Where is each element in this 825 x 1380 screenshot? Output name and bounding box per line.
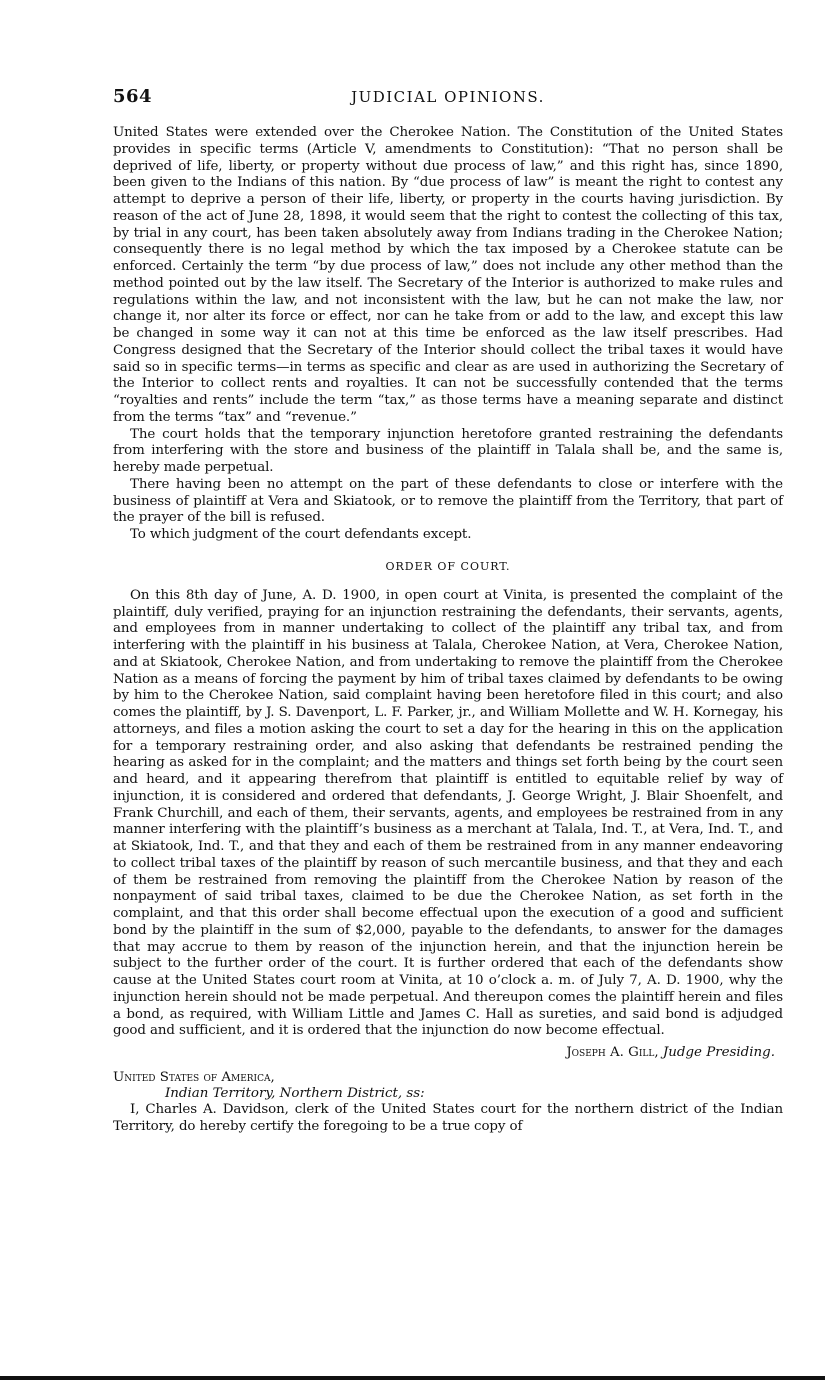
page-bottom-border bbox=[0, 1376, 825, 1380]
opinion-paragraph: There having been no attempt on the part of these defendants to close or interfere with the business of plaintiff at Vera and Skiatook, or to remove the plaintiff from the Territory, that part of the prayer of the bill is refused. bbox=[113, 476, 783, 526]
opinion-paragraph: The court holds that the temporary injunction heretofore granted restraining the defendants from interfering with the store and business of the plaintiff in Talala shall be, and the same is, hereby made perpetual. bbox=[113, 426, 783, 475]
venue-block bbox=[113, 1070, 783, 1102]
opinion-body bbox=[113, 125, 783, 544]
judge-signature bbox=[113, 1044, 783, 1061]
opinion-paragraph: United States were extended over the Cherokee Nation. The Constitution of the United States provides in specific terms (Article V, amendments to Constitution): “That no person shall be deprived of life, liberty, or property without due process of law,” and this right has, since 1890, been given to the Indians of this nation. By “due process of law” is meant the right to contest any attempt to deprive a person of their life, liberty, or property in the courts having jurisdiction. By reason of the act of June 28, 1898, it would seem that the right to contest the collecting of this tax, by trial in any court, has been taken absolutely away from Indians trading in the Cherokee Nation; consequently there is no legal method by which the tax imposed by a Cherokee statute can be enforced. Certainly the term “by due process of law,” does not include any other method than the method pointed out by the law itself. The Secretary of the Interior is authorized to make rules and regulations within the law, and not inconsistent with the law, but he can not make the law, nor change it, nor alter its force or effect, nor can he take from or add to the law, and except this law be changed in some way it can not at this time be enforced as the law itself prescribes. Had Congress designed that the Secretary of the Interior should collect the tribal taxes it would have said so in specific terms—in terms as specific and clear as are used in authorizing the Secretary of the Interior to collect rents and royalties. It can not be successfully contended that the terms “royalties and rents” include the term “tax,” as those terms have a meaning separate and distinct from the terms “tax” and “revenue.” bbox=[113, 125, 783, 425]
page-header bbox=[113, 86, 783, 116]
venue-line-1: United States of America, bbox=[113, 1070, 275, 1085]
order-paragraph: On this 8th day of June, A. D. 1900, in open court at Vinita, is presented the complaint of the plaintiff, duly verified, praying for an injunction restraining the defendants, their servants, agents, and employees from in manner undertaking to collect of the plaintiff any tribal tax, and from interfering with the plaintiff in his business at Talala, Cherokee Nation, at Vera, Cherokee Nation, and at Skiatook, Cherokee Nation, and from undertaking to remove the plaintiff from the Cherokee Nation as a means of forcing the payment by him of tribal taxes claimed by defendants to be owing by him to the Cherokee Nation, said complaint having been heretofore filed in this court; and also comes the plaintiff, by J. S. Davenport, L. F. Parker, jr., and William Mollette and W. H. Kornegay, his attorneys, and files a motion asking the court to set a day for the hearing in this on the application for a temporary restraining order, and also asking that defendants be restrained pending the hearing as asked for in the complaint; and the matters and things set forth being by the court seen and heard, and it appearing therefrom that plaintiff is entitled to equitable relief by way of injunction, it is considered and ordered that defendants, J. George Wright, J. Blair Shoenfelt, and Frank Churchill, and each of them, their servants, agents, and employees be restrained from in any manner interfering with the plaintiff’s business as a merchant at Talala, Ind. T., at Vera, Ind. T., and at Skiatook, Ind. T., and that they and each of them be restrained from in any manner endeavoring to collect tribal taxes of the plaintiff by reason of such mercantile business, and that they and each of them be restrained from removing the plaintiff from the Cherokee Nation by reason of the nonpayment of said tribal taxes, claimed to be due the Cherokee Nation, as set forth in the complaint, and that this order shall become effectual upon the execution of a good and sufficient bond by the plaintiff in the sum of $2,000, payable to the defendants, to answer for the damages that may accrue to them by reason of the injunction herein, and that the injunction herein be subject to the further order of the court. It is further ordered that each of the defendants show cause at the United States court room at Vinita, at 10 o’clock a. m. of July 7, A. D. 1900, why the injunction herein should not be made perpetual. And thereupon comes the plaintiff herein and files a bond, as required, with William Little and James C. Hall as sureties, and said bond is adjudged good and sufficient, and it is ordered that the injunction do now become effectual. bbox=[113, 587, 783, 1039]
running-head: JUDICIAL OPINIONS. bbox=[351, 88, 545, 106]
certification-paragraph: I, Charles A. Davidson, clerk of the United States court for the northern district of the Indian Territory, do hereby certify the foregoing to be a true copy of bbox=[113, 1102, 783, 1134]
judge-title: Judge Presiding. bbox=[662, 1045, 775, 1060]
section-title: ORDER OF COURT. bbox=[385, 559, 511, 573]
venue-line-2: Indian Territory, Northern District, ss: bbox=[165, 1086, 425, 1101]
document-page bbox=[113, 86, 783, 1136]
page-number: 564 bbox=[113, 86, 153, 107]
opinion-paragraph: To which judgment of the court defendants except. bbox=[130, 527, 472, 542]
judge-name: Joseph A. Gill, bbox=[566, 1045, 659, 1060]
